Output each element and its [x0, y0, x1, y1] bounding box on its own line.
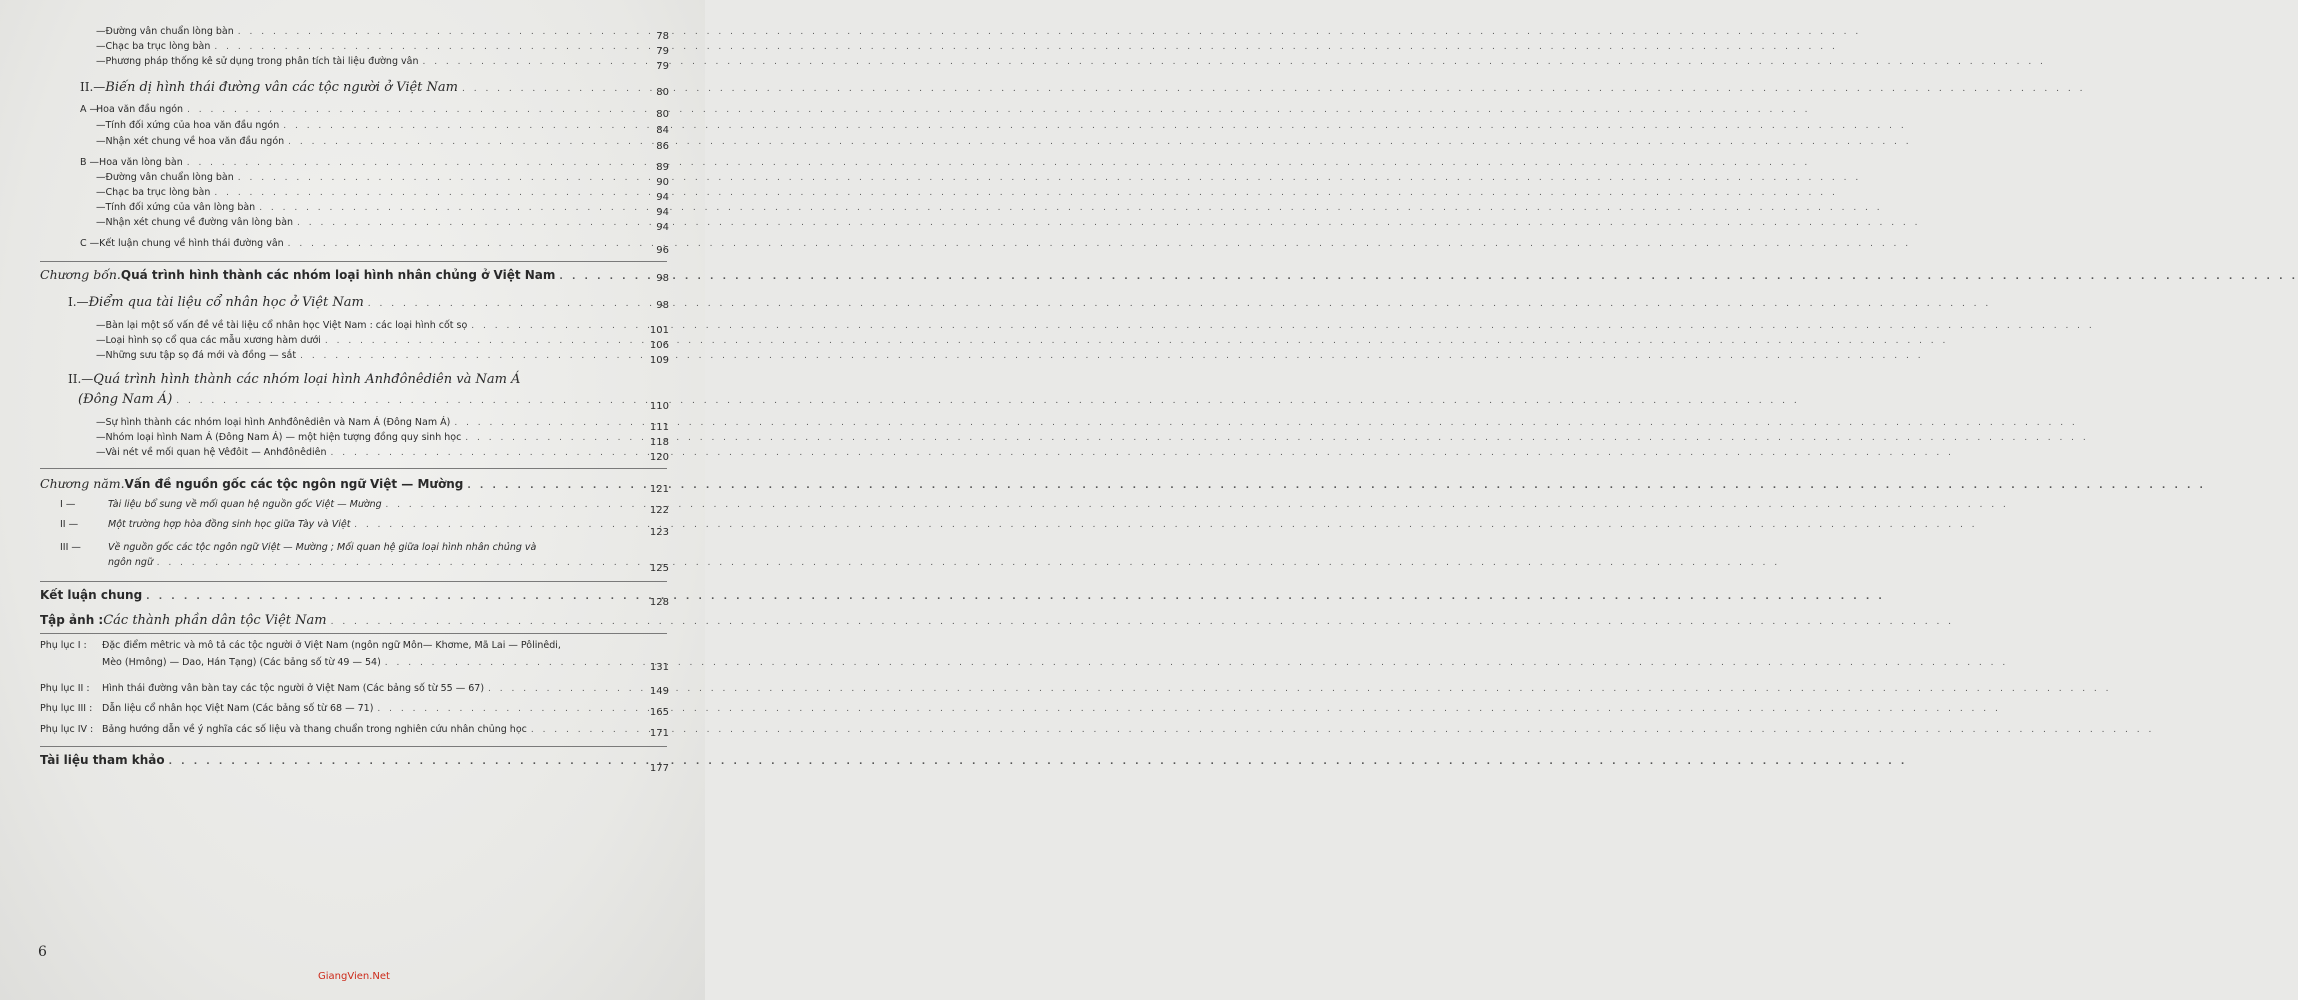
page-number: 94	[656, 192, 669, 203]
leader-dots	[234, 173, 1861, 183]
entry-title: Chạc ba trục lòng bàn	[105, 187, 211, 198]
entry-title: Hoa văn đầu ngón	[96, 104, 184, 115]
leader-dots	[165, 757, 1908, 767]
leader-dots	[183, 158, 1810, 168]
entry-title-cont: ngôn ngữ	[108, 557, 153, 568]
page-number: 165	[649, 707, 669, 718]
page-number: 90	[656, 177, 669, 188]
page-number: 98	[656, 300, 669, 311]
entry-title: Tính đối xứng của hoa văn đầu ngón	[105, 120, 280, 131]
entry-title: Nhận xét chung về đường vân lòng bàn	[105, 217, 294, 228]
entry-label: I.—	[68, 295, 89, 309]
page-number: 80	[656, 109, 669, 120]
entry-title: Tính đối xứng của vân lòng bàn	[105, 202, 256, 213]
leader-dots	[463, 481, 2206, 491]
toc-section	[68, 295, 641, 310]
leader-dots	[210, 188, 1837, 198]
entry-title: Vài nét về mối quan hệ Vêđôit — Anhđônêdiên	[105, 447, 327, 458]
entry-title: Về nguồn gốc các tộc ngôn ngữ Việt — Mường ; Mối quan hệ giữa loại hình nhân chủng và	[108, 542, 537, 553]
entry-title: Biến dị hình thái đường vân các tộc người ở Việt Nam	[105, 80, 458, 95]
toc-chapter	[40, 267, 640, 282]
leader-dots	[555, 272, 2298, 282]
toc-entry-cont	[108, 557, 641, 568]
toc-entry	[96, 417, 641, 428]
leader-dots	[364, 299, 1991, 309]
page-number: 125	[649, 563, 669, 574]
toc-appendix	[40, 703, 640, 714]
appendix-label: Phụ lục II :	[40, 683, 90, 694]
appendix-title-cont: Mèo (Hmông) — Dao, Hán Tạng) (Các bảng số từ 49 — 54)	[102, 657, 381, 668]
page-number: 171	[649, 728, 669, 739]
toc-entry	[96, 202, 641, 213]
toc-appendix	[40, 724, 640, 735]
entry-title: Loại hình sọ cổ qua các mẫu xương hàm dưới	[105, 335, 321, 346]
entry-label: II.—	[80, 80, 106, 94]
toc-photo-section	[40, 613, 450, 628]
page-number: 123	[649, 527, 669, 538]
page-number: 98	[656, 273, 669, 284]
entry-label: A —	[80, 104, 100, 115]
entry-label: —	[96, 172, 106, 183]
book-page	[0, 0, 705, 1000]
entry-label: —	[96, 187, 106, 198]
entry-title: Tài liệu bổ sung về mối quan hệ nguồn gốc Việt — Mường	[108, 499, 382, 510]
entry-title: Nhóm loại hình Nam Á (Đông Nam Á) — một hiện tượng đồng quy sinh học	[105, 432, 462, 443]
entry-title: Kết luận chung về hình thái đường vân	[99, 238, 284, 249]
leader-dots	[293, 218, 1920, 228]
appendix-title: Dẫn liệu cổ nhân học Việt Nam (Các bảng số từ 68 — 71)	[102, 703, 374, 714]
entry-label: —	[96, 26, 106, 37]
leader-dots	[255, 203, 1882, 213]
toc-chapter	[40, 476, 640, 491]
page-number: 79	[656, 61, 669, 72]
toc-entry	[96, 350, 641, 361]
entry-title: Đường vân chuẩn lòng bàn	[105, 26, 234, 37]
page-number: 110	[649, 401, 669, 412]
entry-label: C —	[80, 238, 100, 249]
toc-section	[68, 372, 641, 387]
entry-label: II —	[60, 519, 79, 530]
leader-dots	[296, 351, 1923, 361]
page-number: 109	[649, 355, 669, 366]
leader-dots	[234, 27, 1861, 37]
chapter-title: Vấn đề nguồn gốc các tộc ngôn ngữ Việt — Mường	[124, 477, 464, 491]
leader-dots	[382, 500, 2009, 510]
page-number: 94	[656, 207, 669, 218]
toc-appendix	[40, 640, 650, 651]
page-number: 101	[649, 325, 669, 336]
entry-title: Bàn lại một số vấn đề về tài liệu cổ nhân học Việt Nam : các loại hình cốt sọ	[105, 320, 468, 331]
folio-page-number: 6	[38, 944, 47, 960]
toc-entry	[96, 26, 641, 37]
toc-section-cont	[78, 392, 641, 407]
toc-entry	[96, 320, 641, 331]
leader-dots	[284, 137, 1911, 147]
chapter-label: Chương năm.	[40, 476, 125, 491]
entry-title: Chạc ba trục lòng bàn	[105, 41, 211, 52]
page-number: 118	[649, 437, 669, 448]
toc-entry	[96, 447, 641, 458]
entry-label: —	[96, 136, 106, 147]
entry-title: Quá trình hình thành các nhóm loại hình Anhđônêdiên và Nam Á	[93, 372, 521, 387]
leader-dots	[321, 336, 1948, 346]
page-number: 84	[656, 125, 669, 136]
entry-title: Sự hình thành các nhóm loại hình Anhđônêdiên và Nam Á (Đông Nam Á)	[105, 417, 451, 428]
leader-dots	[327, 448, 1954, 458]
page-number: 111	[649, 422, 669, 433]
entry-label: III —	[60, 542, 81, 553]
toc-entry	[80, 104, 641, 115]
photo-label: Tập ảnh :	[40, 613, 104, 627]
leader-dots	[467, 321, 2094, 331]
toc-entry	[96, 56, 641, 67]
section-divider	[40, 581, 667, 582]
page-number: 122	[649, 505, 669, 516]
leader-dots	[484, 684, 2111, 694]
toc-entry	[96, 136, 641, 147]
page-number: 96	[656, 245, 669, 256]
toc-references	[40, 753, 640, 767]
entry-label: —	[96, 320, 106, 331]
leader-dots	[527, 725, 2154, 735]
chapter-title: Quá trình hình thành các nhóm loại hình nhân chủng ở Việt Nam	[120, 268, 556, 282]
page-number: 121	[649, 484, 669, 495]
entry-label: —	[96, 41, 106, 52]
chapter-label: Chương bốn.	[40, 267, 121, 282]
appendix-title: Hình thái đường vân bàn tay các tộc người ở Việt Nam (Các bảng số từ 55 — 67)	[102, 683, 485, 694]
appendix-label: Phụ lục IV :	[40, 724, 94, 735]
leader-dots	[172, 396, 1799, 406]
entry-label: —	[96, 120, 106, 131]
toc-appendix	[40, 683, 640, 694]
leader-dots	[153, 558, 1780, 568]
appendix-title: Đặc điểm mêtric và mô tả các tộc người ở Việt Nam (ngôn ngữ Môn— Khơme, Mã Lai — Pôlinêdi,	[102, 640, 561, 651]
entry-label: II.—	[68, 372, 94, 386]
entry-label: —	[96, 447, 106, 458]
conclusion-title: Kết luận chung	[40, 588, 143, 602]
toc-appendix-cont	[102, 657, 641, 668]
leader-dots	[284, 239, 1911, 249]
page-number: 120	[649, 452, 669, 463]
leader-dots	[142, 592, 1885, 602]
entry-label: —	[96, 202, 106, 213]
toc-entry	[96, 187, 641, 198]
page-number: 80	[656, 87, 669, 98]
watermark-text: GiangVien.Net	[318, 971, 390, 982]
section-divider	[40, 468, 667, 469]
toc-section	[80, 80, 641, 95]
entry-title: Phương pháp thống kê sử dụng trong phân tích tài liệu đường vân	[105, 56, 419, 67]
toc-entry	[96, 335, 641, 346]
page-number: 78	[656, 31, 669, 42]
entry-title: Một trường hợp hòa đồng sinh học giữa Tày và Việt	[108, 519, 351, 530]
entry-title: Đường vân chuẩn lòng bàn	[105, 172, 234, 183]
entry-label: —	[96, 217, 106, 228]
toc-entry	[60, 519, 641, 530]
page-number: 79	[656, 46, 669, 57]
leader-dots	[327, 617, 1954, 627]
toc-entry	[96, 432, 641, 443]
toc-entry	[96, 217, 641, 228]
appendix-title: Bảng hướng dẫn về ý nghĩa các số liệu và thang chuẩn trong nghiên cứu nhân chủng học	[102, 724, 527, 735]
leader-dots	[183, 105, 1810, 115]
section-divider	[40, 746, 667, 747]
toc-conclusion	[40, 588, 640, 602]
section-divider	[40, 633, 667, 634]
toc-entry	[80, 238, 641, 249]
page-number: 131	[649, 662, 669, 673]
entry-label: —	[96, 335, 106, 346]
entry-label: I —	[60, 499, 76, 510]
toc-entry	[60, 542, 650, 553]
leader-dots	[381, 658, 2008, 668]
leader-dots	[458, 84, 2085, 94]
references-title: Tài liệu tham khảo	[40, 753, 165, 767]
page-number: 89	[656, 162, 669, 173]
page-number: 106	[649, 340, 669, 351]
leader-dots	[279, 121, 1906, 131]
leader-dots	[461, 433, 2088, 443]
page-number: 149	[649, 686, 669, 697]
entry-label: —	[96, 432, 106, 443]
appendix-label: Phụ lục I :	[40, 640, 87, 651]
entry-label: —	[96, 56, 106, 67]
toc-entry	[96, 172, 641, 183]
page-number: 128	[649, 597, 669, 608]
entry-label: —	[96, 350, 106, 361]
entry-title: Điểm qua tài liệu cổ nhân học ở Việt Nam	[88, 295, 364, 310]
leader-dots	[350, 520, 1977, 530]
page-number: 86	[656, 141, 669, 152]
photo-title: Các thành phần dân tộc Việt Nam	[103, 613, 327, 628]
toc-entry	[80, 157, 641, 168]
entry-title-cont: (Đông Nam Á)	[78, 392, 173, 407]
page-number: 177	[649, 763, 669, 774]
entry-title: Hoa văn lòng bàn	[99, 157, 183, 168]
entry-label: B —	[80, 157, 100, 168]
entry-title: Những sưu tập sọ đá mới và đồng — sắt	[105, 350, 297, 361]
toc-entry	[96, 41, 641, 52]
toc-entry	[60, 499, 641, 510]
leader-dots	[450, 418, 2077, 428]
entry-title: Nhận xét chung về hoa văn đầu ngón	[105, 136, 285, 147]
leader-dots	[210, 42, 1837, 52]
appendix-label: Phụ lục III :	[40, 703, 93, 714]
page-number: 94	[656, 222, 669, 233]
section-divider	[40, 261, 667, 262]
entry-label: —	[96, 417, 106, 428]
toc-entry	[96, 120, 641, 131]
leader-dots	[373, 704, 2000, 714]
